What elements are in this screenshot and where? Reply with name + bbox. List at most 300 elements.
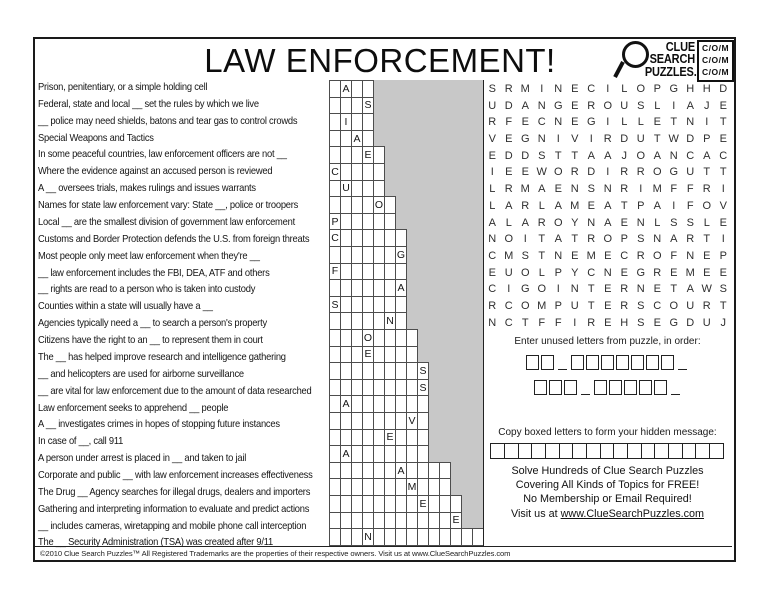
wordsearch-letter: A [670, 233, 678, 246]
crossword-prefilled-letter: V [408, 414, 416, 427]
wordsearch-letter: F [505, 116, 513, 129]
word-separator-blank [581, 381, 590, 395]
wordsearch-letter: L [505, 216, 512, 229]
clue-line: A __ investigates crimes in hopes of stopping future instances [38, 419, 280, 431]
hidden-message-box[interactable] [600, 443, 615, 459]
wordsearch-letter: P [620, 233, 628, 246]
wordsearch-letter: R [488, 116, 497, 129]
wordsearch-letter: W [668, 133, 679, 146]
wordsearch-letter: E [521, 166, 529, 179]
wordsearch-letter: R [620, 283, 629, 296]
promo-visit-prefix: Visit us at [510, 507, 561, 520]
wordsearch-letter: I [507, 283, 511, 296]
unused-letter-box[interactable] [549, 380, 562, 395]
wordsearch-row [484, 148, 732, 165]
wordsearch-letter: N [603, 266, 612, 279]
wordsearch-letter: E [488, 266, 496, 279]
wordsearch-letter: G [586, 116, 596, 129]
wordsearch-letter: O [520, 299, 530, 312]
unused-letter-box[interactable] [601, 355, 614, 370]
crossword-cell[interactable] [417, 395, 429, 413]
hidden-message-box[interactable] [572, 443, 587, 459]
wordsearch-letter: G [520, 133, 530, 146]
clue-line: Counties within a state will usually have a __ [38, 301, 213, 313]
wordsearch-letter: R [620, 166, 629, 179]
wordsearch-letter: L [489, 199, 496, 212]
clue-line: Names for state law enforcement vary: State __, police or troopers [38, 200, 299, 212]
hidden-message-box[interactable] [613, 443, 628, 459]
wordsearch-letter: R [587, 99, 596, 112]
hidden-message-box[interactable] [545, 443, 560, 459]
wordsearch-letter: L [489, 183, 496, 196]
wordsearch-letter: C [719, 149, 728, 162]
wordsearch-letter: A [505, 199, 513, 212]
wordsearch-letter: E [703, 266, 711, 279]
wordsearch-letter: I [606, 83, 610, 95]
wordsearch-row [484, 281, 732, 298]
wordsearch-letter: F [554, 316, 562, 329]
unused-letters-row [484, 352, 731, 370]
wordsearch-letter: J [621, 149, 627, 162]
unused-letter-box[interactable] [594, 380, 607, 395]
crossword-prefilled-letter: A [342, 398, 350, 411]
wordsearch-letter: M [652, 183, 662, 196]
wordsearch-letter: U [636, 133, 645, 146]
wordsearch-letter: F [670, 183, 678, 196]
wordsearch-letter: S [521, 249, 529, 262]
wordsearch-letter: T [653, 133, 661, 146]
wordsearch-letter: S [686, 216, 694, 229]
crossword-cell[interactable] [362, 130, 374, 148]
crossword-cell[interactable] [417, 362, 429, 380]
wordsearch-letter: L [654, 99, 661, 112]
crossword-prefilled-letter: I [344, 115, 348, 128]
wordsearch-letter: I [523, 233, 527, 246]
wordsearch-letter: A [488, 216, 496, 229]
crossword-prefilled-letter: M [407, 481, 417, 494]
wordsearch-letter: T [554, 149, 562, 162]
wordsearch-letter: S [719, 283, 727, 296]
hidden-message-box[interactable] [518, 443, 533, 459]
crossword-cell[interactable] [439, 478, 451, 496]
crossword-prefilled-letter: C [331, 232, 339, 245]
crossword-prefilled-letter: A [342, 82, 350, 95]
clue-line: Agencies typically need a __ to search a person's property [38, 318, 267, 330]
wordsearch-letter: T [620, 199, 628, 212]
wordsearch-letter: A [554, 199, 562, 212]
wordsearch-letter: A [521, 216, 529, 229]
wordsearch-letter: E [571, 83, 579, 95]
wordsearch-letter: A [703, 149, 711, 162]
wordsearch-letter: P [703, 133, 711, 146]
crossword-prefilled-letter: N [386, 315, 394, 328]
unused-letter-box[interactable] [571, 355, 584, 370]
wordsearch-letter: S [637, 316, 645, 329]
wordsearch-letter: L [637, 116, 644, 129]
wordsearch-letter: O [553, 216, 563, 229]
crossword-cell[interactable] [450, 512, 462, 530]
unused-letter-box[interactable] [564, 380, 577, 395]
wordsearch-letter: D [686, 316, 695, 329]
promo-line-1: Solve Hundreds of Clue Search Puzzles [511, 465, 704, 477]
wordsearch-letter: T [719, 166, 727, 179]
unused-letter-box[interactable] [639, 380, 652, 395]
crossword-prefilled-letter: A [353, 132, 361, 145]
unused-letters-instruction: Enter unused letters from puzzle, in order: [514, 336, 701, 347]
crossword-cell[interactable] [384, 213, 396, 231]
wordsearch-letter: W [701, 283, 712, 296]
wordsearch-letter: R [587, 316, 596, 329]
wordsearch-letter: C [504, 316, 513, 329]
crossword-prefilled-letter: G [396, 248, 406, 261]
wordsearch-letter: H [686, 83, 695, 95]
wordsearch-letter: H [620, 316, 629, 329]
crossword-prefilled-letter: S [331, 298, 339, 311]
wordsearch-letter: M [504, 249, 514, 262]
wordsearch-letter: U [504, 266, 513, 279]
crossword-cell[interactable] [439, 462, 451, 480]
clue-line: Citizens have the right to an __ to represent them in court [38, 335, 263, 347]
wordsearch-letter: C [653, 299, 662, 312]
wordsearch-letter: E [653, 316, 661, 329]
wordsearch-letter: A [604, 216, 612, 229]
hidden-message-instruction: Copy boxed letters to form your hidden message: [498, 427, 717, 438]
wordsearch-letter: J [704, 99, 710, 112]
crossword-cell[interactable] [417, 445, 429, 463]
unused-letter-box[interactable] [609, 380, 622, 395]
hidden-message-box[interactable] [504, 443, 519, 459]
wordsearch-letter: Y [571, 216, 579, 229]
unused-letter-box[interactable] [654, 380, 667, 395]
hidden-message-row [484, 441, 731, 459]
wordsearch-letter: A [686, 99, 694, 112]
hidden-message-box[interactable] [627, 443, 642, 459]
wordsearch-letter: N [603, 183, 612, 196]
word-separator-blank [678, 356, 687, 370]
wordsearch-letter: O [603, 233, 613, 246]
wordsearch-letter: P [637, 199, 645, 212]
wordsearch-letter: C [537, 116, 546, 129]
promo-line-4 [484, 507, 731, 521]
wordsearch-letter: T [670, 116, 678, 129]
hidden-message-box[interactable] [682, 443, 697, 459]
wordsearch-letter: U [686, 299, 695, 312]
dot-com-row: C/O/M [701, 55, 730, 66]
clue-line: A __ oversees trials, makes rulings and issues warrants [38, 183, 256, 195]
dot-com-badge [697, 40, 734, 82]
crossword-prefilled-letter: A [342, 447, 350, 460]
wordsearch-letter: C [587, 266, 596, 279]
crossword-cell[interactable] [395, 229, 407, 247]
unused-letters-row [484, 377, 731, 395]
crossword-prefilled-letter: P [331, 215, 339, 228]
wordsearch-letter: F [670, 249, 678, 262]
clue-line: Law enforcement seeks to apprehend __ people [38, 402, 229, 414]
unused-letter-box[interactable] [586, 355, 599, 370]
wordsearch-letter: T [571, 233, 579, 246]
wordsearch-letter: N [488, 316, 497, 329]
wordsearch-letter: I [606, 166, 610, 179]
wordsearch-letter: D [587, 166, 596, 179]
hidden-message-box[interactable] [586, 443, 601, 459]
wordsearch-letter: S [587, 183, 595, 196]
wordsearch-letter: M [586, 249, 596, 262]
wordsearch-letter: S [670, 216, 678, 229]
wordsearch-letter: Y [571, 266, 579, 279]
wordsearch-letter: O [504, 233, 514, 246]
wordsearch-row [484, 315, 732, 332]
word-separator-blank [558, 356, 567, 370]
wordsearch-letter: N [488, 233, 497, 246]
wordsearch-letter: E [521, 116, 529, 129]
wordsearch-letter: I [639, 183, 643, 196]
wordsearch-row [484, 198, 732, 215]
clue-line: Local __ are the smallest division of government law enforcement [38, 216, 295, 228]
hidden-message-box[interactable] [641, 443, 656, 459]
wordsearch-letter: C [686, 149, 695, 162]
hidden-message-box[interactable] [531, 443, 546, 459]
wordsearch-letter: G [669, 166, 679, 179]
wordsearch-letter: R [636, 249, 645, 262]
clue-line: Customs and Border Protection defends the U.S. from foreign threats [38, 233, 310, 245]
wordsearch-letter: R [620, 299, 629, 312]
wordsearch-letter: T [538, 249, 546, 262]
wordsearch-letter: M [520, 183, 530, 196]
wordsearch-letter: S [637, 299, 645, 312]
footer-copyright: ©2010 Clue Search Puzzles™ All Registered Trademarks are the properties of their respective owners. Visit us at www.ClueSearchPuzzles.com [40, 549, 511, 558]
wordsearch-letter: N [686, 249, 695, 262]
crossword-cell[interactable] [362, 113, 374, 131]
wordsearch-letter: S [637, 233, 645, 246]
wordsearch-letter: T [703, 166, 711, 179]
wordsearch-letter: N [554, 83, 563, 95]
wordsearch-row [484, 215, 732, 232]
promo-url-link[interactable]: www.ClueSearchPuzzles.com [560, 507, 705, 520]
crossword-cell[interactable] [395, 263, 407, 281]
wordsearch-letter: O [702, 199, 712, 212]
wordsearch-letter: N [587, 216, 596, 229]
wordsearch-letter: T [587, 283, 595, 296]
wordsearch-letter: G [553, 99, 563, 112]
wordsearch-letter: I [672, 99, 676, 112]
wordsearch-row [484, 248, 732, 265]
crossword-cell[interactable] [417, 412, 429, 430]
crossword-prefilled-letter: C [331, 165, 339, 178]
crossword-prefilled-letter: E [452, 514, 460, 527]
hidden-message-box[interactable] [709, 443, 724, 459]
logo-line-2: SEARCH [649, 52, 695, 67]
wordsearch-letter: U [570, 299, 579, 312]
hidden-message-box[interactable] [695, 443, 710, 459]
crossword-cell[interactable] [373, 180, 385, 198]
clue-line: Federal, state and local __ set the rules by which we live [38, 98, 259, 110]
wordsearch-letter: P [653, 83, 661, 95]
hidden-message-box[interactable] [668, 443, 683, 459]
wordsearch-letter: M [537, 299, 547, 312]
wordsearch-letter: I [705, 116, 709, 129]
wordsearch-letter: P [719, 249, 727, 262]
wordsearch-letter: R [686, 233, 695, 246]
wordsearch-letter: R [587, 233, 596, 246]
wordsearch-letter: W [536, 166, 547, 179]
crossword-cell[interactable] [406, 346, 418, 364]
wordsearch-letter: I [556, 133, 560, 146]
wordsearch-letter: O [520, 266, 530, 279]
crossword-prefilled-letter: O [363, 331, 373, 344]
crossword-cell[interactable] [395, 312, 407, 330]
wordsearch-letter: D [620, 133, 629, 146]
unused-letter-box[interactable] [526, 355, 539, 370]
crossword-prefilled-letter: E [364, 149, 372, 162]
crossword-cell[interactable] [373, 163, 385, 181]
hidden-message-box[interactable] [559, 443, 574, 459]
wordsearch-letter: E [653, 116, 661, 129]
wordsearch-letter: V [571, 133, 579, 146]
wordsearch-letter: N [636, 283, 645, 296]
wordsearch-letter: L [621, 83, 628, 95]
wordsearch-letter: E [505, 133, 513, 146]
wordsearch-letter: E [505, 166, 513, 179]
wordsearch-letter: D [504, 149, 513, 162]
crossword-prefilled-letter: A [397, 464, 405, 477]
wordsearch-letter: I [556, 283, 560, 296]
wordsearch-letter: N [636, 216, 645, 229]
crossword-cell[interactable] [395, 279, 407, 297]
clue-line: The __ has helped improve research and intelligence gathering [38, 351, 286, 363]
wordsearch-letter: R [702, 299, 711, 312]
wordsearch-letter: O [669, 299, 679, 312]
wordsearch-letter: C [587, 83, 596, 95]
unused-letter-box[interactable] [661, 355, 674, 370]
wordsearch-letter: P [554, 266, 562, 279]
wordsearch-letter: E [719, 216, 727, 229]
wordsearch-letter: D [719, 83, 728, 95]
unused-letter-box[interactable] [646, 355, 659, 370]
wordsearch-letter: E [620, 216, 628, 229]
wordsearch-letter: R [702, 183, 711, 196]
wordsearch-letter: D [521, 149, 530, 162]
wordsearch-letter: E [604, 283, 612, 296]
wordsearch-letter: O [652, 166, 662, 179]
promo-line-3: No Membership or Email Required! [523, 493, 692, 506]
clue-line: Gathering and interpreting information to evaluate and predict actions [38, 503, 310, 515]
wordsearch-letter: C [504, 299, 513, 312]
wordsearch-letter: R [504, 183, 513, 196]
wordsearch-letter: M [520, 83, 530, 95]
wordsearch-letter: E [571, 116, 579, 129]
crossword-prefilled-letter: S [419, 381, 427, 394]
wordsearch-row [484, 114, 732, 131]
wordsearch-letter: E [488, 149, 496, 162]
wordsearch-letter: R [504, 83, 513, 95]
wordsearch-letter: N [537, 133, 546, 146]
clue-line: Corporate and public __ with law enforcement increases effectiveness [38, 470, 313, 481]
wordsearch-letter: G [669, 83, 679, 95]
crossword-grid [329, 80, 483, 545]
wordsearch-letter: E [703, 249, 711, 262]
wordsearch-letter: I [490, 166, 494, 179]
wordsearch-letter: O [636, 83, 646, 95]
wordsearch-letter: R [653, 266, 662, 279]
wordsearch-letter: A [538, 183, 546, 196]
wordsearch-letter: R [570, 166, 579, 179]
wordsearch-letter: F [686, 199, 694, 212]
crossword-cell[interactable] [384, 196, 396, 214]
clue-line: __ law enforcement includes the FBI, DEA, ATF and others [38, 267, 270, 279]
clue-line: The Drug __ Agency searches for illegal drugs, dealers and importers [38, 486, 311, 498]
crossword-cell[interactable] [417, 429, 429, 447]
unused-letter-box[interactable] [534, 380, 547, 395]
wordsearch-letter: F [538, 316, 546, 329]
wordsearch-letter: F [686, 183, 694, 196]
unused-letter-box[interactable] [616, 355, 629, 370]
wordsearch-letter: I [540, 83, 544, 95]
clue-line: Where the evidence against an accused person is reviewed [38, 166, 273, 178]
logo-line-1: CLUE [665, 40, 695, 54]
wordsearch-row [484, 81, 732, 98]
wordsearch-letter: E [719, 133, 727, 146]
wordsearch-letter: E [571, 249, 579, 262]
wordsearch-letter: G [669, 316, 679, 329]
wordsearch-letter: E [571, 99, 579, 112]
hidden-message-box[interactable] [654, 443, 669, 459]
unused-letter-box[interactable] [631, 355, 644, 370]
wordsearch-letter: E [620, 266, 628, 279]
crossword-prefilled-letter: A [397, 281, 405, 294]
crossword-cell[interactable] [450, 495, 462, 513]
wordsearch-letter: R [521, 199, 530, 212]
unused-letter-box[interactable] [541, 355, 554, 370]
crossword-cell[interactable] [395, 246, 407, 264]
wordsearch-letter: A [653, 199, 661, 212]
wordsearch-letter: J [720, 316, 726, 329]
wordsearch-letter: N [669, 149, 678, 162]
crossword-cell[interactable] [362, 80, 374, 98]
wordsearch-letter: L [654, 216, 661, 229]
crossword-cell[interactable] [417, 379, 429, 397]
wordsearch-letter: N [653, 233, 662, 246]
crossword-prefilled-letter: E [364, 348, 372, 361]
clue-line: __ police may need shields, batons and tear gas to control crowds [38, 115, 298, 127]
crossword-prefilled-letter: N [364, 530, 372, 543]
wordsearch-row [484, 164, 732, 181]
wordsearch-letter: O [636, 149, 646, 162]
wordsearch-letter: T [719, 299, 727, 312]
wordsearch-letter: T [521, 316, 529, 329]
word-separator-blank [671, 381, 680, 395]
wordsearch-letter: T [703, 233, 711, 246]
crossword-cell[interactable] [406, 329, 418, 347]
wordsearch-letter: M [570, 199, 580, 212]
wordsearch-row [484, 98, 732, 115]
unused-letter-box[interactable] [624, 380, 637, 395]
crossword-cell[interactable] [395, 296, 407, 314]
clue-line: __ rights are read to a person who is taken into custody [38, 284, 256, 296]
crossword-prefilled-letter: S [419, 364, 427, 377]
wordsearch-letter: C [488, 249, 497, 262]
clue-line: The __ Security Administration (TSA) was created after 9/11 [38, 537, 273, 549]
crossword-cell[interactable] [362, 97, 374, 115]
hidden-message-box[interactable] [490, 443, 505, 459]
wordsearch-letter: A [587, 149, 595, 162]
crossword-prefilled-letter: E [386, 431, 394, 444]
wordsearch-letter: R [488, 299, 497, 312]
logo-line-3: PUZZLES. [644, 64, 697, 79]
crossword-cell[interactable] [373, 146, 385, 164]
wordsearch-letter: I [672, 199, 676, 212]
wordsearch-row [484, 231, 732, 248]
wordsearch-letter: M [685, 266, 695, 279]
